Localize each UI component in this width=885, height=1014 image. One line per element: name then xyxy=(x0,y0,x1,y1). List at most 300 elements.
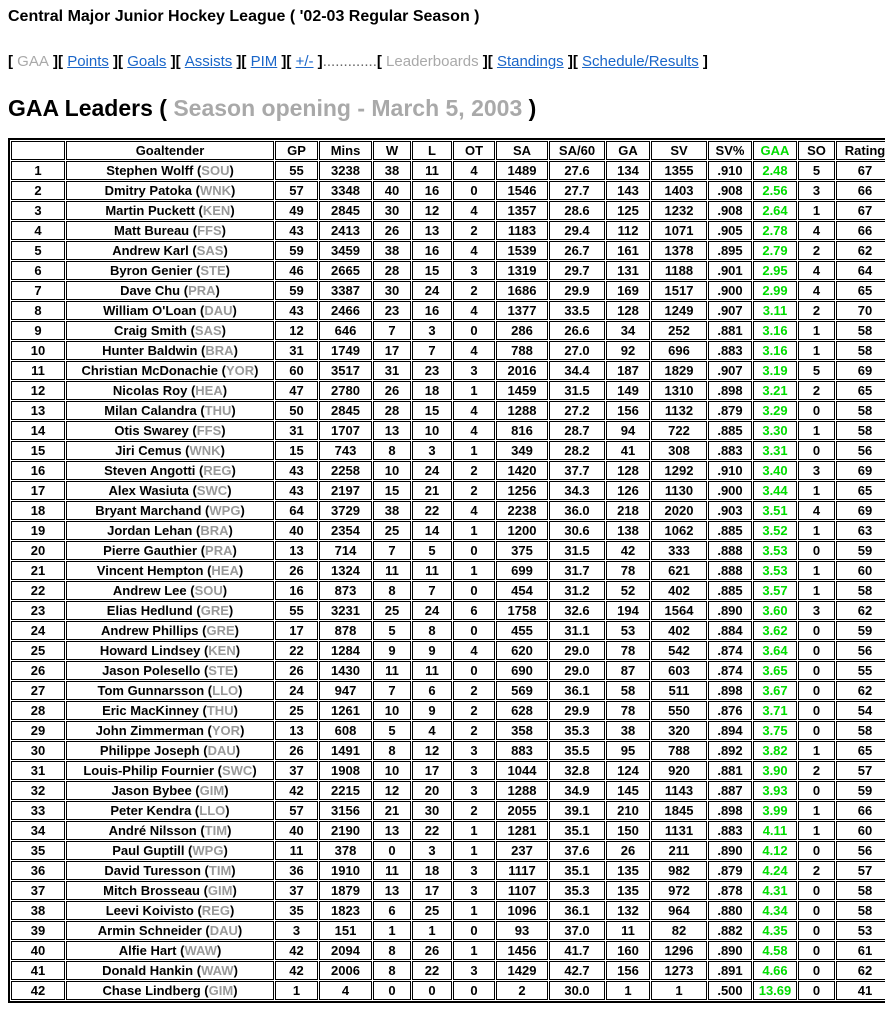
rating-cell: 57 xyxy=(836,761,885,780)
col-header-l: L xyxy=(412,141,452,160)
sa60-cell: 29.4 xyxy=(549,221,605,240)
so-cell: 1 xyxy=(798,741,835,760)
nav-bracket: ] xyxy=(698,53,708,70)
sa60-cell: 35.1 xyxy=(549,821,605,840)
l-cell: 7 xyxy=(412,341,452,360)
ot-cell: 0 xyxy=(453,661,495,680)
l-cell: 0 xyxy=(412,981,452,1000)
so-cell: 4 xyxy=(798,501,835,520)
so-cell: 0 xyxy=(798,641,835,660)
goaltender-cell: Alex Wasiuta (SWC) xyxy=(66,481,274,500)
gp-cell: 42 xyxy=(275,941,318,960)
team-abbr: SOU xyxy=(201,163,230,178)
gp-cell: 60 xyxy=(275,361,318,380)
ga-cell: 156 xyxy=(606,961,650,980)
l-cell: 4 xyxy=(412,721,452,740)
rank-cell: 18 xyxy=(11,501,65,520)
gp-cell: 55 xyxy=(275,161,318,180)
sv-cell: 1273 xyxy=(651,961,707,980)
rank-cell: 4 xyxy=(11,221,65,240)
rating-cell: 60 xyxy=(836,821,885,840)
ga-cell: 95 xyxy=(606,741,650,760)
sa60-cell: 31.5 xyxy=(549,541,605,560)
player-name: William O'Loan xyxy=(103,303,197,318)
ga-cell: 78 xyxy=(606,561,650,580)
player-name: Craig Smith xyxy=(114,323,187,338)
sa60-cell: 30.6 xyxy=(549,521,605,540)
sv-cell: 1071 xyxy=(651,221,707,240)
goaltender-cell: Matt Bureau (FFS) xyxy=(66,221,274,240)
sv-cell: 1132 xyxy=(651,401,707,420)
ot-cell: 1 xyxy=(453,821,495,840)
mins-cell: 1324 xyxy=(319,561,372,580)
gaa-cell: 2.99 xyxy=(753,281,797,300)
sv-cell: 1130 xyxy=(651,481,707,500)
rating-cell: 67 xyxy=(836,201,885,220)
sa-cell: 455 xyxy=(496,621,548,640)
rating-cell: 58 xyxy=(836,421,885,440)
sa60-cell: 29.9 xyxy=(549,281,605,300)
mins-cell: 2094 xyxy=(319,941,372,960)
gp-cell: 22 xyxy=(275,641,318,660)
w-cell: 7 xyxy=(373,321,411,340)
rating-cell: 64 xyxy=(836,261,885,280)
nav-item-standings[interactable]: Standings xyxy=(496,53,564,70)
so-cell: 0 xyxy=(798,721,835,740)
rank-cell: 33 xyxy=(11,801,65,820)
ga-cell: 138 xyxy=(606,521,650,540)
ga-cell: 112 xyxy=(606,221,650,240)
l-cell: 22 xyxy=(412,501,452,520)
mins-cell: 1261 xyxy=(319,701,372,720)
sa-cell: 1377 xyxy=(496,301,548,320)
gp-cell: 46 xyxy=(275,261,318,280)
table-row xyxy=(11,721,885,740)
col-header-so: SO xyxy=(798,141,835,160)
gp-cell: 25 xyxy=(275,701,318,720)
sv-pct-cell: .878 xyxy=(708,881,752,900)
player-name: Louis-Philip Fournier xyxy=(83,763,215,778)
l-cell: 17 xyxy=(412,881,452,900)
so-cell: 0 xyxy=(798,941,835,960)
nav-bracket: ][ xyxy=(277,53,296,70)
sv-cell: 211 xyxy=(651,841,707,860)
sv-pct-cell: .883 xyxy=(708,821,752,840)
gaa-cell: 3.53 xyxy=(753,561,797,580)
so-cell: 0 xyxy=(798,781,835,800)
gaa-cell: 4.66 xyxy=(753,961,797,980)
sa60-cell: 32.8 xyxy=(549,761,605,780)
goaltender-cell: Vincent Hempton (HEA) xyxy=(66,561,274,580)
goaltender-cell: Stephen Wolff (SOU) xyxy=(66,161,274,180)
rating-cell: 60 xyxy=(836,561,885,580)
team-abbr: SOU xyxy=(194,583,223,598)
nav-item-assists[interactable]: Assists xyxy=(184,53,233,70)
sv-cell: 972 xyxy=(651,881,707,900)
l-cell: 12 xyxy=(412,201,452,220)
l-cell: 18 xyxy=(412,381,452,400)
goaltender-cell: Armin Schneider (DAU) xyxy=(66,921,274,940)
sa-cell: 628 xyxy=(496,701,548,720)
gaa-cell: 3.31 xyxy=(753,441,797,460)
sv-cell: 722 xyxy=(651,421,707,440)
ot-cell: 1 xyxy=(453,441,495,460)
nav-item-schedule-results[interactable]: Schedule/Results xyxy=(582,53,699,70)
player-name: Nicolas Roy xyxy=(112,383,188,398)
ot-cell: 3 xyxy=(453,741,495,760)
player-name: Byron Genier xyxy=(110,263,193,278)
gp-cell: 13 xyxy=(275,541,318,560)
team-abbr: DAU xyxy=(207,743,236,758)
gp-cell: 37 xyxy=(275,761,318,780)
sv-cell: 1378 xyxy=(651,241,707,260)
sa-cell: 1539 xyxy=(496,241,548,260)
ot-cell: 4 xyxy=(453,161,495,180)
mins-cell: 2845 xyxy=(319,401,372,420)
sv-pct-cell: .910 xyxy=(708,161,752,180)
mins-cell: 151 xyxy=(319,921,372,940)
mins-cell: 378 xyxy=(319,841,372,860)
goaltender-cell: Dave Chu (PRA) xyxy=(66,281,274,300)
gp-cell: 31 xyxy=(275,421,318,440)
ga-cell: 210 xyxy=(606,801,650,820)
rank-cell: 42 xyxy=(11,981,65,1000)
sa-cell: 93 xyxy=(496,921,548,940)
gp-cell: 24 xyxy=(275,681,318,700)
w-cell: 38 xyxy=(373,241,411,260)
l-cell: 15 xyxy=(412,401,452,420)
sa-cell: 2 xyxy=(496,981,548,1000)
sv-cell: 621 xyxy=(651,561,707,580)
player-name: Otis Swarey xyxy=(114,423,189,438)
w-cell: 7 xyxy=(373,681,411,700)
rank-cell: 22 xyxy=(11,581,65,600)
team-abbr: STE xyxy=(200,263,226,278)
team-abbr: HEA xyxy=(195,383,223,398)
ga-cell: 145 xyxy=(606,781,650,800)
heading-subtitle: Season opening - March 5, 2003 xyxy=(173,95,523,121)
so-cell: 3 xyxy=(798,601,835,620)
gp-cell: 40 xyxy=(275,521,318,540)
goaltender-cell: Howard Lindsey (KEN) xyxy=(66,641,274,660)
table-row xyxy=(11,621,885,640)
mins-cell: 2466 xyxy=(319,301,372,320)
player-name: John Zimmerman xyxy=(95,723,204,738)
w-cell: 10 xyxy=(373,701,411,720)
nav-item-goals[interactable]: Goals xyxy=(127,53,167,70)
nav-bracket: [ xyxy=(376,53,387,70)
mins-cell: 3231 xyxy=(319,601,372,620)
mins-cell: 2006 xyxy=(319,961,372,980)
player-name: Eric MacKinney xyxy=(102,703,199,718)
sv-pct-cell: .883 xyxy=(708,441,752,460)
col-header-w: W xyxy=(373,141,411,160)
mins-cell: 2845 xyxy=(319,201,372,220)
player-name: Jordan Lehan xyxy=(107,523,193,538)
sa-cell: 690 xyxy=(496,661,548,680)
ot-cell: 3 xyxy=(453,761,495,780)
gp-cell: 40 xyxy=(275,821,318,840)
ga-cell: 92 xyxy=(606,341,650,360)
player-name: Philippe Joseph xyxy=(99,743,200,758)
so-cell: 1 xyxy=(798,801,835,820)
sa-cell: 883 xyxy=(496,741,548,760)
table-row xyxy=(11,461,885,480)
mins-cell: 1430 xyxy=(319,661,372,680)
col-header-gaa: GAA xyxy=(753,141,797,160)
heading-close-paren: ) xyxy=(528,95,537,121)
w-cell: 8 xyxy=(373,741,411,760)
table-row xyxy=(11,521,885,540)
nav-item-pim[interactable]: PIM xyxy=(250,53,278,70)
gaa-cell: 3.40 xyxy=(753,461,797,480)
sv-cell: 511 xyxy=(651,681,707,700)
sa-cell: 1183 xyxy=(496,221,548,240)
ga-cell: 78 xyxy=(606,701,650,720)
player-name: David Turesson xyxy=(104,863,201,878)
player-name: Martin Puckett xyxy=(105,203,195,218)
ga-cell: 135 xyxy=(606,861,650,880)
table-row xyxy=(11,361,885,380)
sa60-cell: 29.7 xyxy=(549,261,605,280)
l-cell: 26 xyxy=(412,941,452,960)
rating-cell: 62 xyxy=(836,241,885,260)
mins-cell: 873 xyxy=(319,581,372,600)
rating-cell: 70 xyxy=(836,301,885,320)
player-name: Bryant Marchand xyxy=(95,503,202,518)
so-cell: 0 xyxy=(798,881,835,900)
sa-cell: 2016 xyxy=(496,361,548,380)
gaa-cell: 3.30 xyxy=(753,421,797,440)
sv-cell: 1143 xyxy=(651,781,707,800)
w-cell: 38 xyxy=(373,161,411,180)
gaa-cell: 3.67 xyxy=(753,681,797,700)
heading-title: GAA Leaders ( xyxy=(8,95,167,121)
rating-cell: 58 xyxy=(836,581,885,600)
rating-cell: 58 xyxy=(836,901,885,920)
player-name: Donald Hankin xyxy=(102,963,194,978)
ot-cell: 2 xyxy=(453,721,495,740)
rating-cell: 66 xyxy=(836,221,885,240)
l-cell: 22 xyxy=(412,821,452,840)
sa60-cell: 32.6 xyxy=(549,601,605,620)
col-header-sv: SV xyxy=(651,141,707,160)
mins-cell: 2190 xyxy=(319,821,372,840)
team-abbr: KEN xyxy=(208,643,236,658)
so-cell: 2 xyxy=(798,861,835,880)
gp-cell: 43 xyxy=(275,461,318,480)
sv-cell: 1131 xyxy=(651,821,707,840)
team-abbr: FFS xyxy=(197,223,222,238)
goaltender-cell: Elias Hedlund (GRE) xyxy=(66,601,274,620)
gp-cell: 59 xyxy=(275,281,318,300)
goaltender-cell: Mitch Brosseau (GIM) xyxy=(66,881,274,900)
goaltender-cell: Peter Kendra (LLO) xyxy=(66,801,274,820)
so-cell: 5 xyxy=(798,161,835,180)
w-cell: 8 xyxy=(373,961,411,980)
ot-cell: 1 xyxy=(453,521,495,540)
team-abbr: SWC xyxy=(196,483,228,498)
nav-bracket: ][ xyxy=(166,53,185,70)
l-cell: 30 xyxy=(412,801,452,820)
sv-pct-cell: .900 xyxy=(708,281,752,300)
gp-cell: 55 xyxy=(275,601,318,620)
sa60-cell: 26.6 xyxy=(549,321,605,340)
sa60-cell: 27.6 xyxy=(549,161,605,180)
rating-cell: 65 xyxy=(836,281,885,300)
so-cell: 0 xyxy=(798,961,835,980)
sa60-cell: 34.3 xyxy=(549,481,605,500)
goaltender-cell: Jason Polesello (STE) xyxy=(66,661,274,680)
sa-cell: 816 xyxy=(496,421,548,440)
sv-pct-cell: .890 xyxy=(708,841,752,860)
l-cell: 25 xyxy=(412,901,452,920)
gaa-cell: 13.69 xyxy=(753,981,797,1000)
sa-cell: 454 xyxy=(496,581,548,600)
gp-cell: 26 xyxy=(275,561,318,580)
sv-pct-cell: .898 xyxy=(708,801,752,820)
goaltender-cell: Craig Smith (SAS) xyxy=(66,321,274,340)
gaa-cell: 3.93 xyxy=(753,781,797,800)
sv-cell: 1062 xyxy=(651,521,707,540)
team-abbr: WAW xyxy=(184,943,217,958)
sv-pct-cell: .892 xyxy=(708,741,752,760)
goaltender-cell: Louis-Philip Fournier (SWC) xyxy=(66,761,274,780)
goaltender-cell: Andrew Lee (SOU) xyxy=(66,581,274,600)
gaa-cell: 3.65 xyxy=(753,661,797,680)
table-row xyxy=(11,781,885,800)
ga-cell: 169 xyxy=(606,281,650,300)
w-cell: 5 xyxy=(373,721,411,740)
sv-pct-cell: .908 xyxy=(708,181,752,200)
table-row xyxy=(11,821,885,840)
col-header-rating: Rating xyxy=(836,141,885,160)
so-cell: 3 xyxy=(798,461,835,480)
table-row xyxy=(11,241,885,260)
page-title: Central Major Junior Hockey League ( '02-03 Regular Season ) xyxy=(8,8,480,25)
sv-pct-cell: .874 xyxy=(708,661,752,680)
table-row xyxy=(11,541,885,560)
so-cell: 4 xyxy=(798,281,835,300)
gp-cell: 43 xyxy=(275,481,318,500)
so-cell: 1 xyxy=(798,341,835,360)
so-cell: 3 xyxy=(798,181,835,200)
so-cell: 0 xyxy=(798,441,835,460)
l-cell: 21 xyxy=(412,481,452,500)
sa60-cell: 31.2 xyxy=(549,581,605,600)
goaltender-cell: Jordan Lehan (BRA) xyxy=(66,521,274,540)
gaa-cell: 4.35 xyxy=(753,921,797,940)
sa-cell: 1288 xyxy=(496,401,548,420)
gaa-leaders-table xyxy=(8,138,885,1003)
sv-pct-cell: .907 xyxy=(708,361,752,380)
goaltender-cell: André Nilsson (TIM) xyxy=(66,821,274,840)
gaa-cell: 2.48 xyxy=(753,161,797,180)
sv-cell: 1296 xyxy=(651,941,707,960)
rank-cell: 34 xyxy=(11,821,65,840)
table-row xyxy=(11,421,885,440)
ot-cell: 2 xyxy=(453,681,495,700)
l-cell: 8 xyxy=(412,621,452,640)
table-row xyxy=(11,261,885,280)
nav-bracket: ][ xyxy=(478,53,497,70)
ot-cell: 0 xyxy=(453,581,495,600)
player-name: Leevi Koivisto xyxy=(105,903,194,918)
sa60-cell: 27.0 xyxy=(549,341,605,360)
sa60-cell: 29.9 xyxy=(549,701,605,720)
l-cell: 9 xyxy=(412,701,452,720)
so-cell: 0 xyxy=(798,921,835,940)
player-name: Alex Wasiuta xyxy=(108,483,189,498)
sv-cell: 964 xyxy=(651,901,707,920)
team-abbr: BRA xyxy=(205,343,234,358)
gaa-cell: 3.71 xyxy=(753,701,797,720)
w-cell: 13 xyxy=(373,421,411,440)
sv-pct-cell: .885 xyxy=(708,521,752,540)
ot-cell: 4 xyxy=(453,401,495,420)
ga-cell: 187 xyxy=(606,361,650,380)
w-cell: 26 xyxy=(373,221,411,240)
mins-cell: 3348 xyxy=(319,181,372,200)
player-name: Armin Schneider xyxy=(97,923,202,938)
goaltender-cell: Andrew Phillips (GRE) xyxy=(66,621,274,640)
ot-cell: 3 xyxy=(453,881,495,900)
team-abbr: WPG xyxy=(192,843,224,858)
ot-cell: 3 xyxy=(453,961,495,980)
nav-item-leaderboards: Leaderboards xyxy=(386,53,479,70)
team-abbr: BRA xyxy=(200,523,229,538)
l-cell: 3 xyxy=(412,841,452,860)
so-cell: 5 xyxy=(798,361,835,380)
player-name: Christian McDonachie xyxy=(81,363,219,378)
so-cell: 0 xyxy=(798,841,835,860)
ga-cell: 52 xyxy=(606,581,650,600)
table-row xyxy=(11,981,885,1000)
sv-cell: 1564 xyxy=(651,601,707,620)
ga-cell: 160 xyxy=(606,941,650,960)
team-abbr: THU xyxy=(206,703,234,718)
sa-cell: 620 xyxy=(496,641,548,660)
l-cell: 24 xyxy=(412,461,452,480)
rank-cell: 19 xyxy=(11,521,65,540)
sa60-cell: 26.7 xyxy=(549,241,605,260)
sv-cell: 920 xyxy=(651,761,707,780)
player-name: Paul Guptill xyxy=(112,843,185,858)
table-row xyxy=(11,741,885,760)
player-name: Hunter Baldwin xyxy=(102,343,198,358)
gp-cell: 31 xyxy=(275,341,318,360)
team-abbr: STE xyxy=(208,663,234,678)
w-cell: 8 xyxy=(373,441,411,460)
sv-cell: 252 xyxy=(651,321,707,340)
nav-item-item[interactable]: +/- xyxy=(295,53,314,70)
player-name: Dave Chu xyxy=(120,283,181,298)
goaltender-cell: Jiri Cemus (WNK) xyxy=(66,441,274,460)
sv-pct-cell: .882 xyxy=(708,921,752,940)
table-row xyxy=(11,341,885,360)
nav-bracket: ][ xyxy=(108,53,128,70)
nav-item-points[interactable]: Points xyxy=(67,53,109,70)
gaa-cell: 4.31 xyxy=(753,881,797,900)
mins-cell: 1908 xyxy=(319,761,372,780)
sa60-cell: 27.7 xyxy=(549,181,605,200)
team-abbr: WNK xyxy=(189,443,221,458)
sv-pct-cell: .891 xyxy=(708,961,752,980)
l-cell: 16 xyxy=(412,301,452,320)
gp-cell: 26 xyxy=(275,661,318,680)
sv-cell: 1232 xyxy=(651,201,707,220)
table-row xyxy=(11,161,885,180)
